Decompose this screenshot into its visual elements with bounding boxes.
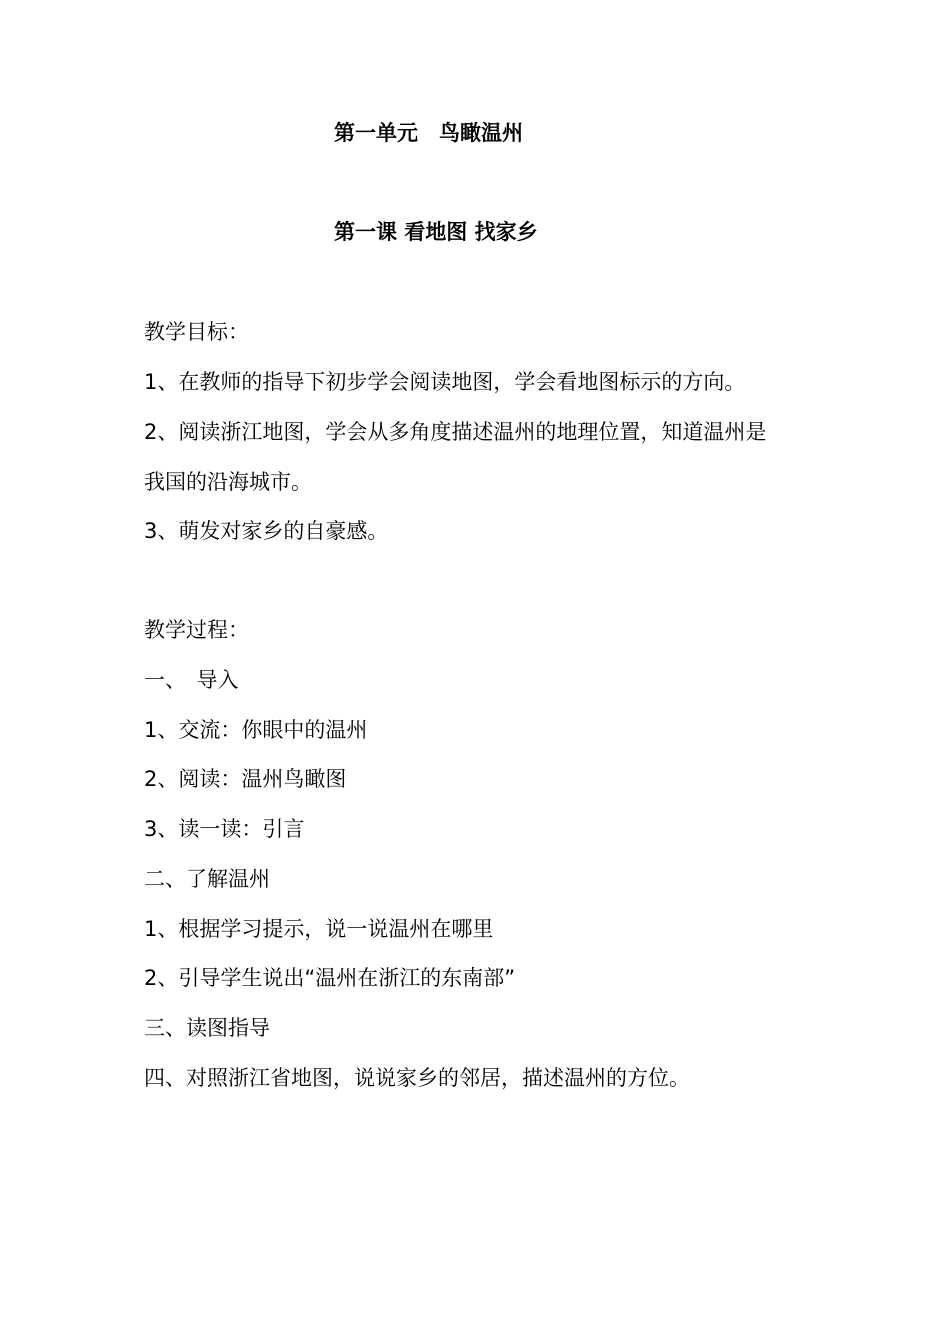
objective-item: 1、在教师的指导下初步学会阅读地图，学会看地图标示的方向。 bbox=[144, 370, 746, 394]
lesson-title: 第一课 看地图 找家乡 bbox=[334, 220, 538, 244]
process-item: 2、阅读：温州鸟瞰图 bbox=[144, 767, 347, 791]
process-item: 1、交流：你眼中的温州 bbox=[144, 718, 368, 742]
objectives-heading: 教学目标： bbox=[144, 320, 249, 344]
process-item: 1、根据学习提示，说一说温州在哪里 bbox=[144, 917, 494, 941]
process-heading: 教学过程： bbox=[144, 618, 249, 642]
process-section: 一、 导入 bbox=[144, 668, 239, 692]
process-item: 3、读一读：引言 bbox=[144, 817, 305, 841]
objective-item: 3、萌发对家乡的自豪感。 bbox=[144, 519, 389, 543]
process-section: 二、了解温州 bbox=[144, 867, 270, 891]
process-section: 三、读图指导 bbox=[144, 1016, 270, 1040]
process-section: 四、对照浙江省地图，说说家乡的邻居，描述温州的方位。 bbox=[144, 1066, 690, 1090]
objective-item: 2、阅读浙江地图，学会从多角度描述温州的地理位置，知道温州是 bbox=[144, 420, 767, 444]
objective-item-continuation: 我国的沿海城市。 bbox=[144, 470, 312, 494]
unit-title: 第一单元 鸟瞰温州 bbox=[334, 121, 523, 145]
process-item: 2、引导学生说出“温州在浙江的东南部” bbox=[144, 966, 516, 990]
